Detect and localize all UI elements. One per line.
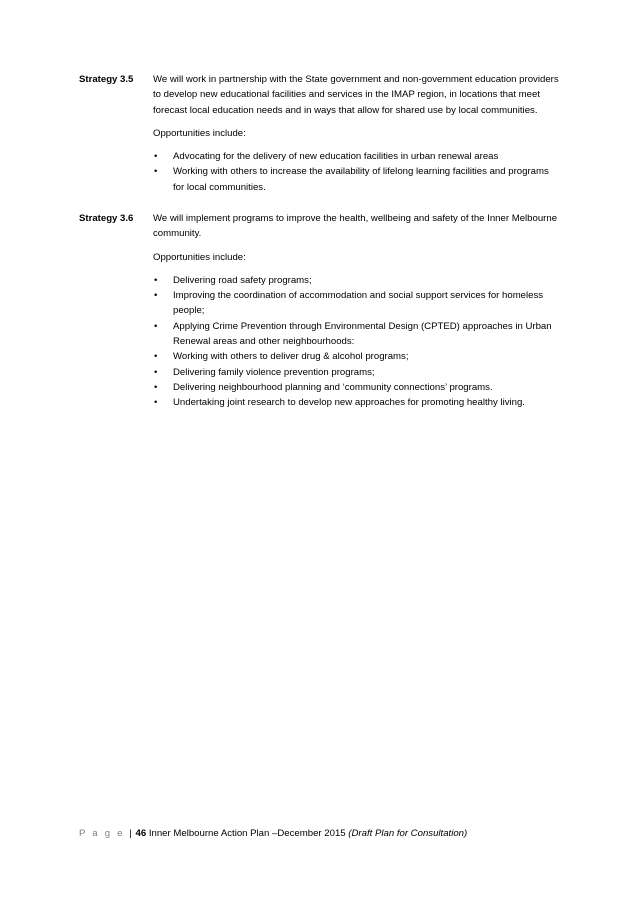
list-item: • Delivering neighbourhood planning and ‘community connections’ programs. — [153, 380, 559, 395]
list-item: • Delivering road safety programs; — [153, 273, 559, 288]
footer-draft-note: (Draft Plan for Consultation) — [348, 828, 468, 839]
strategy-text: We will implement programs to improve the health, wellbeing and safety of the Inner Melbourne community. — [153, 213, 558, 240]
bullet-icon: • — [154, 290, 158, 302]
bullet-icon: • — [154, 166, 158, 178]
strategy-section — [79, 72, 559, 195]
strategy-section — [79, 211, 559, 411]
list-item: • Undertaking joint research to develop new approaches for promoting healthy living. — [153, 395, 559, 410]
footer-separator: | — [129, 828, 132, 839]
bullet-icon: • — [154, 320, 158, 332]
list-item: • Working with others to deliver drug & alcohol programs; — [153, 349, 559, 364]
opportunities-list — [153, 273, 559, 411]
footer-page-word: P a g e — [79, 828, 125, 839]
list-item: • Working with others to increase the availability of lifelong learning facilities and programs for local communities. — [154, 166, 549, 193]
page-number: 46 — [135, 828, 147, 839]
opportunities-label: Opportunities include: — [153, 127, 246, 139]
page-footer — [79, 827, 467, 841]
bullet-icon: • — [154, 397, 158, 409]
list-item: • Delivering family violence prevention programs; — [153, 365, 559, 380]
list-item: • Applying Crime Prevention through Environmental Design (CPTED) approaches in Urban Renewal areas and other neighbourhoods: — [154, 320, 552, 348]
bullet-icon: • — [154, 351, 158, 363]
bullet-icon: • — [154, 381, 158, 393]
strategy-text: We will work in partnership with the State government and non-government education providers to develop new educational facilities and services in the IMAP region, in locations that meet forecast local education needs and in ways that allow for shared use by local communities. — [153, 74, 559, 116]
bullet-icon: • — [154, 151, 158, 163]
opportunities-list — [153, 149, 559, 195]
opportunities-label: Opportunities include: — [153, 251, 246, 263]
bullet-icon: • — [154, 366, 158, 378]
strategy-label: Strategy 3.5 — [79, 74, 134, 85]
footer-title: Inner Melbourne Action Plan –December 2015 — [148, 828, 346, 839]
strategy-label: Strategy 3.6 — [79, 213, 134, 224]
list-item: • Advocating for the delivery of new education facilities in urban renewal areas — [153, 149, 559, 164]
list-item: • Improving the coordination of accommodation and social support services for homeless people; — [154, 290, 544, 317]
bullet-icon: • — [154, 274, 158, 286]
